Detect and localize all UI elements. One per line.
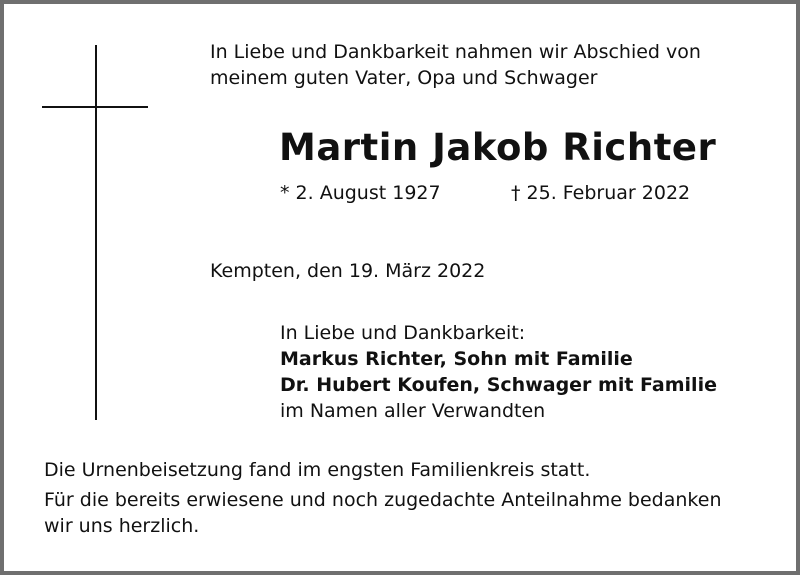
deceased-name: Martin Jakob Richter [279, 126, 717, 169]
burial-note: Die Urnenbeisetzung fand im engsten Familienkreis statt. [44, 459, 591, 481]
mourner-name: Dr. Hubert Koufen, Schwager mit Familie [280, 374, 717, 396]
intro-line-2: meinem guten Vater, Opa und Schwager [210, 67, 598, 89]
mourners-closing: im Namen aller Verwandten [280, 400, 546, 422]
birth-date: * 2. August 1927 [280, 182, 441, 204]
death-date: † 25. Februar 2022 [511, 182, 691, 204]
mourner-name: Markus Richter, Sohn mit Familie [280, 348, 633, 370]
thanks-line-2: wir uns herzlich. [44, 515, 200, 537]
thanks-line-1: Für die bereits erwiesene und noch zugedachte Anteilnahme bedanken [44, 489, 722, 511]
cross-horizontal-bar [42, 106, 148, 108]
intro-line-1: In Liebe und Dankbarkeit nahmen wir Abschied von [210, 41, 701, 63]
mourners-heading: In Liebe und Dankbarkeit: [280, 322, 526, 344]
place-and-date: Kempten, den 19. März 2022 [210, 260, 486, 282]
cross-vertical-bar [95, 45, 97, 420]
